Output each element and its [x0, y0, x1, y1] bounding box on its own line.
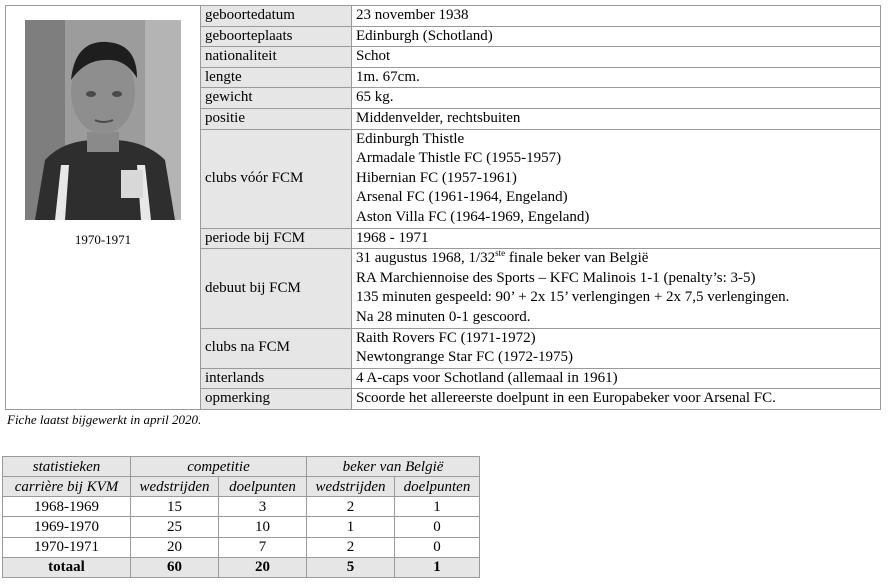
comp-goals-cell: 7 — [219, 537, 307, 557]
debut-date: 31 augustus 1968, 1/32 — [356, 250, 496, 267]
value-line: 23 november 1938 — [356, 7, 469, 23]
value-nationaliteit — [352, 47, 881, 68]
player-profile-table — [5, 5, 881, 410]
season-cell: 1969-1970 — [3, 517, 131, 537]
label-lengte: lengte — [201, 67, 352, 88]
label-positie: positie — [201, 108, 352, 129]
value-line: Edinburgh (Schotland) — [356, 27, 493, 44]
value-line: Scoorde het allereerste doelpunt in een Europabeker voor Arsenal FC. — [356, 390, 776, 407]
value-line: 1m. 67cm. — [356, 68, 420, 85]
cup-goals-cell: 0 — [395, 537, 480, 557]
total-comp-matches: 60 — [131, 557, 219, 577]
value-interlands — [352, 368, 881, 389]
value-clubs-voor — [352, 129, 881, 228]
value-geboortedatum — [352, 6, 881, 27]
table-row — [3, 537, 480, 557]
value-line: Schot — [356, 48, 391, 65]
total-comp-goals: 20 — [219, 557, 307, 577]
value-line: Newtongrange Star FC (1972-1975) — [356, 349, 574, 366]
comp-goals-cell: 10 — [219, 517, 307, 537]
value-lengte — [352, 67, 881, 88]
photo-caption: 1970-1971 — [74, 232, 132, 247]
total-cup-goals: 1 — [395, 557, 480, 577]
value-line: Na 28 minuten 0-1 gescoord. — [356, 308, 531, 325]
cup-goals-cell: 0 — [395, 517, 480, 537]
comp-matches-cell: 25 — [131, 517, 219, 537]
subheader-comp-doelpunten: doelpunten — [219, 477, 307, 497]
value-line: Edinburgh Thistle — [356, 130, 465, 147]
label-clubs-na: clubs na FCM — [201, 328, 352, 368]
value-clubs-na — [352, 328, 881, 368]
subheader-cup-doelpunten: doelpunten — [395, 477, 480, 497]
debut-competition: finale beker van België — [505, 250, 649, 267]
label-geboorteplaats: geboorteplaats — [201, 26, 352, 47]
value-line: RA Marchiennoise des Sports – KFC Malinois 1-1 (penalty’s: 3-5) — [356, 269, 756, 286]
cup-matches-cell: 2 — [307, 537, 395, 557]
header-beker: beker van België — [307, 457, 480, 477]
header-statistieken: statistieken — [3, 457, 131, 477]
debut-superscript: ste — [495, 248, 506, 259]
comp-goals-cell: 3 — [219, 497, 307, 517]
label-opmerking: opmerking — [201, 389, 352, 410]
season-cell: 1970-1971 — [3, 537, 131, 557]
header-competitie: competitie — [131, 457, 307, 477]
total-cup-matches: 5 — [307, 557, 395, 577]
value-line: Arsenal FC (1961-1964, Engeland) — [356, 189, 568, 206]
label-geboortedatum: geboortedatum — [201, 6, 352, 27]
total-row — [3, 557, 480, 577]
debut-first-line — [356, 249, 876, 269]
value-line: 65 kg. — [356, 89, 394, 106]
label-periode: periode bij FCM — [201, 228, 352, 249]
value-geboorteplaats — [352, 26, 881, 47]
season-cell: 1968-1969 — [3, 497, 131, 517]
value-line: Armadale Thistle FC (1955-1957) — [356, 150, 562, 167]
value-opmerking — [352, 389, 881, 410]
value-positie — [352, 108, 881, 129]
label-clubs-voor: clubs vóór FCM — [201, 129, 352, 228]
career-statistics-table — [2, 456, 480, 578]
photo-cell — [6, 6, 201, 410]
total-label: totaal — [3, 557, 131, 577]
cup-goals-cell: 1 — [395, 497, 480, 517]
label-gewicht: gewicht — [201, 88, 352, 109]
subheader-comp-wedstrijden: wedstrijden — [131, 477, 219, 497]
value-debuut — [352, 249, 881, 328]
value-line: Raith Rovers FC (1971-1972) — [356, 329, 536, 346]
subheader-cup-wedstrijden: wedstrijden — [307, 477, 395, 497]
cup-matches-cell: 2 — [307, 497, 395, 517]
table-row — [3, 517, 480, 537]
cup-matches-cell: 1 — [307, 517, 395, 537]
value-line: Middenvelder, rechtsbuiten — [356, 109, 521, 126]
value-line: Hibernian FC (1957-1961) — [356, 169, 517, 186]
subheader-carriere: carrière bij KVM — [3, 477, 131, 497]
value-line: 1968 - 1971 — [356, 229, 429, 246]
comp-matches-cell: 15 — [131, 497, 219, 517]
table-row — [3, 497, 480, 517]
value-periode — [352, 228, 881, 249]
label-debuut: debuut bij FCM — [201, 249, 352, 328]
last-updated-note: Fiche laatst bijgewerkt in april 2020. — [7, 412, 202, 427]
comp-matches-cell: 20 — [131, 537, 219, 557]
value-line: 135 minuten gespeeld: 90’ + 2x 15’ verlengingen + 2x 7,5 verlengingen. — [356, 289, 790, 306]
player-photo — [25, 20, 181, 220]
label-interlands: interlands — [201, 368, 352, 389]
value-line: Aston Villa FC (1964-1969, Engeland) — [356, 208, 590, 225]
value-line: 4 A-caps voor Schotland (allemaal in 1961) — [356, 369, 618, 386]
value-gewicht — [352, 88, 881, 109]
label-nationaliteit: nationaliteit — [201, 47, 352, 68]
